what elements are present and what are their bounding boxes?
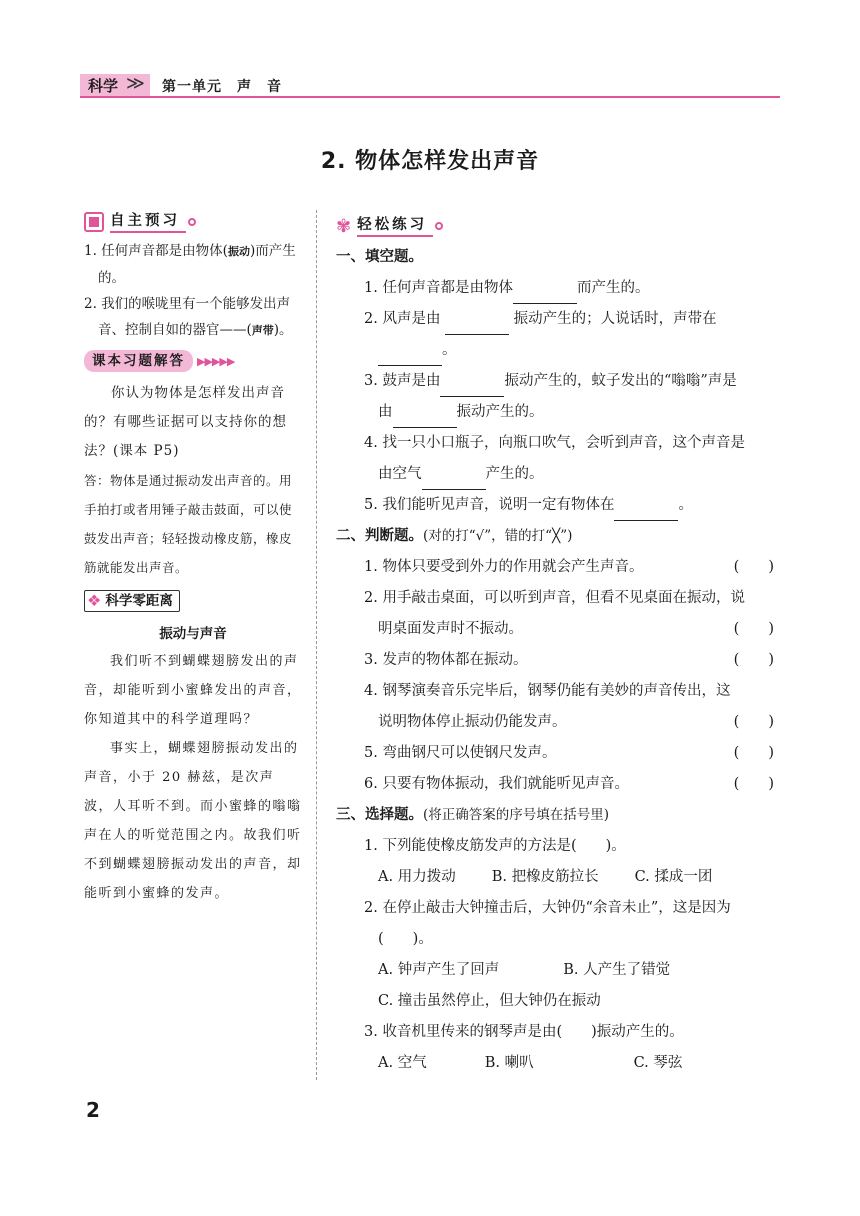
blank-field[interactable] [378, 346, 442, 366]
option-c: C. 撞击虽然停止，但大钟仍在振动 [378, 993, 601, 1009]
blank-field[interactable] [513, 284, 577, 304]
judge-title: 二、判断题。(对的打“√”，错的打“╳”) [336, 528, 573, 544]
choice-q2-option-c [336, 986, 780, 1017]
science-subheading: 振动与声音 [159, 626, 227, 642]
blank-field[interactable] [445, 315, 509, 335]
column-divider [316, 210, 317, 1080]
exercise-heading [84, 348, 302, 375]
judge-q3: 3. 发声的物体都在振动。 ( ) [336, 645, 780, 676]
dot-icon [435, 222, 443, 230]
preview-item-2: 2. 我们的喉咙里有一个能够发出声音、控制自如的器官——(声带)。 [84, 296, 293, 338]
exercise-question: 你认为物体是怎样发出声音的？有哪些证据可以支持你的想法？(课本 P5) [84, 385, 287, 459]
judge-q2: 2. 用手敲击桌面，可以听到声音，但看不见桌面在振动，说 明桌面发声时不振动。 ( ) [336, 583, 780, 645]
option-b: B. 喇叭 [484, 1055, 534, 1071]
answer-paren[interactable]: ( ) [733, 621, 774, 637]
chevron-icon: ≫ [126, 73, 145, 94]
fill-q4: 4. 找一只小口瓶子，向瓶口吹气，会听到声音，这个声音是 由空气 产生的。 [336, 428, 780, 490]
science-heading [84, 590, 180, 612]
option-a: A. 空气 [378, 1055, 427, 1071]
judge-q6: 6. 只要有物体振动，我们就能听见声音。 ( ) [336, 769, 780, 800]
unit-title: 第一单元 声 音 [162, 79, 282, 95]
box-icon: ❖ [87, 591, 102, 610]
left-column [84, 208, 302, 908]
option-a: A. 钟声产生了回声 [378, 962, 500, 978]
fill-q3: 3. 鼓声是由 振动产生的，蚊子发出的“嗡嗡”声是 由 振动产生的。 [336, 366, 780, 428]
answer-paren[interactable]: ( ) [733, 745, 774, 761]
answer-paren[interactable]: ( ) [733, 714, 774, 730]
right-column [336, 210, 780, 1079]
lesson-title: 2. 物体怎样发出声音 [320, 149, 540, 174]
option-b: B. 人产生了错觉 [563, 962, 671, 978]
option-b: B. 把橡皮筋拉长 [491, 869, 599, 885]
judge-q1: 1. 物体只要受到外力的作用就会产生声音。 ( ) [336, 552, 780, 583]
option-c: C. 揉成一团 [634, 869, 713, 885]
exercise-heading-text: 课本习题解答 [84, 350, 193, 372]
blank-field[interactable] [393, 408, 457, 428]
answer-paren[interactable]: ( ) [733, 652, 774, 668]
dot-icon [188, 218, 196, 226]
subject-label: 科学 [88, 77, 119, 95]
header-rule [80, 96, 780, 98]
preview-item-1: 1. 任何声音都是由物体(振动)而产生的。 [84, 243, 296, 286]
science-para-1: 我们听不到蝴蝶翅膀发出的声音，却能听到小蜜蜂发出的声音，你知道其中的科学道理吗？ [84, 654, 302, 727]
answer-paren[interactable]: ( ) [733, 776, 774, 792]
option-c: C. 琴弦 [633, 1055, 683, 1071]
fill-q1: 1. 任何声音都是由物体 而产生的。 [336, 273, 780, 304]
science-heading-text: 科学零距离 [105, 593, 173, 609]
practice-heading [336, 210, 780, 242]
science-para-2: 事实上，蝴蝶翅膀振动发出的声音，小于 20 赫兹，是次声波，人耳听不到。而小蜜蜂的嗡嗡声在人的听觉范围之内。故我们听不到蝴蝶翅膀振动发出的声音，却能听到小蜜蜂的发声。 [84, 741, 302, 901]
fill-title: 一、填空题。 [336, 249, 423, 265]
choice-q1: 1. 下列能使橡皮筋发声的方法是( )。 [364, 838, 626, 854]
choice-q1-options [336, 862, 780, 893]
choice-q3-options [336, 1048, 780, 1079]
preview-heading [84, 208, 302, 236]
page-header [80, 74, 780, 98]
practice-heading-text: 轻松练习 [357, 215, 433, 237]
choice-q2-options [336, 955, 780, 986]
preview-answer-1: 振动 [227, 245, 250, 258]
square-icon [84, 212, 104, 232]
judge-q4: 4. 钢琴演奏音乐完毕后，钢琴仍能有美妙的声音传出，这 说明物体停止振动仍能发声。 ( ) [336, 676, 780, 738]
lotus-icon: ✾ [336, 215, 352, 237]
choice-q2: 2. 在停止敲击大钟撞击后，大钟仍“余音未止”，这是因为 ( )。 [364, 900, 731, 947]
blank-field[interactable] [614, 501, 678, 521]
blank-field[interactable] [422, 470, 486, 490]
answer-paren[interactable]: ( ) [733, 559, 774, 575]
preview-answer-2: 声带 [251, 324, 274, 337]
arrows-icon: ▶▶▶▶▶ [197, 355, 235, 368]
page-number: 2 [86, 1098, 100, 1122]
blank-field[interactable] [440, 377, 504, 397]
choice-title: 三、选择题。(将正确答案的序号填在括号里) [336, 807, 610, 823]
fill-q2: 2. 风声是由 振动产生的；人说话时，声带在 。 [336, 304, 780, 366]
preview-heading-text: 自主预习 [110, 211, 186, 233]
exercise-answer: 答：物体是通过振动发出声音的。用手拍打或者用锤子敲击鼓面，可以使鼓发出声音；轻轻拨动橡皮筋，橡皮筋就能发出声音。 [84, 473, 293, 575]
option-a: A. 用力拨动 [378, 869, 456, 885]
choice-q3: 3. 收音机里传来的钢琴声是由( )振动产生的。 [364, 1024, 684, 1040]
fill-q5: 5. 我们能听见声音，说明一定有物体在 。 [336, 490, 780, 521]
judge-q5: 5. 弯曲钢尺可以使钢尺发声。 ( ) [336, 738, 780, 769]
